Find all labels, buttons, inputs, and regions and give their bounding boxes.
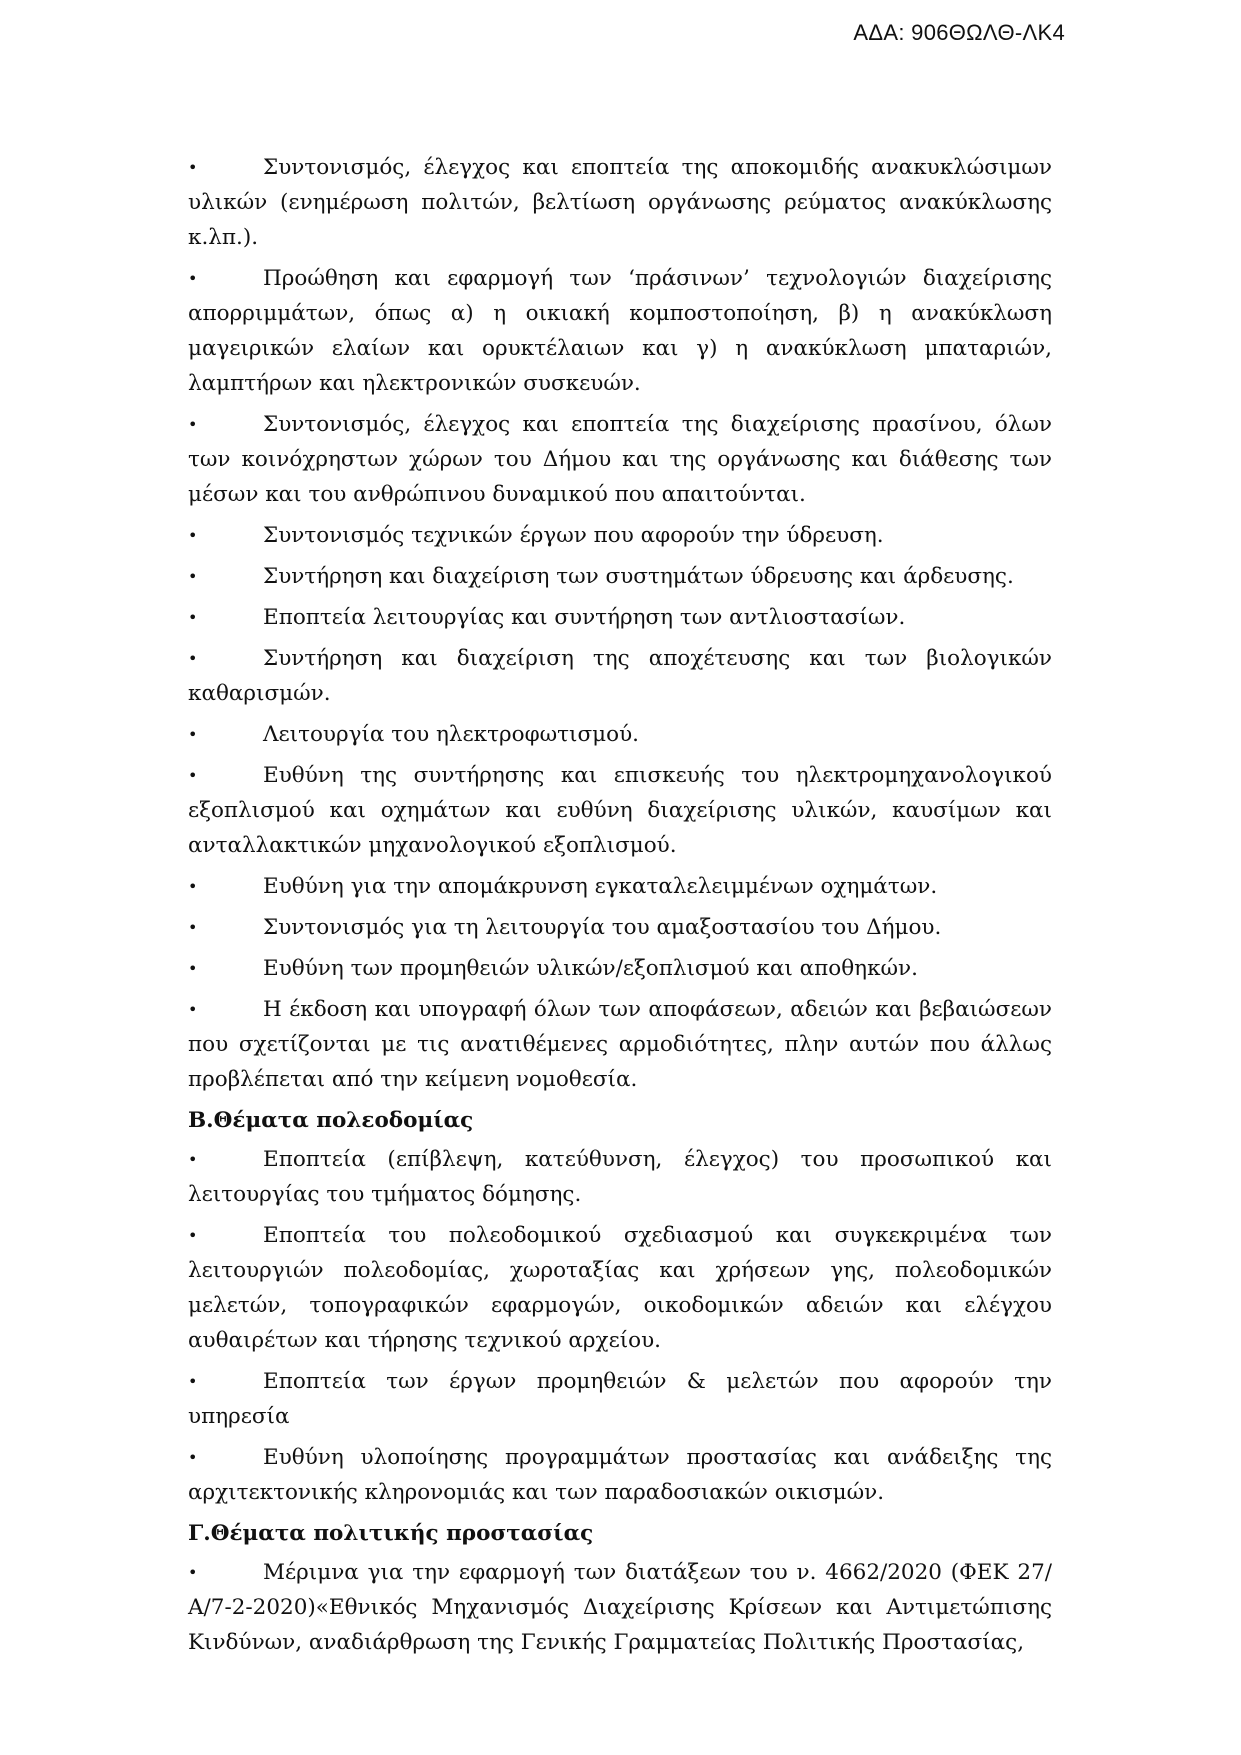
bullet-icon: • (188, 1150, 198, 1169)
bullet-item-text: Εποπτεία (επίβλεψη, κατεύθυνση, έλεγχος) του προσωπικού και λειτουργίας του τμήματος δόμησης. (188, 1147, 1052, 1207)
bullet-icon: • (188, 269, 198, 288)
bullet-item-text: Εποπτεία λειτουργίας και συντήρηση των αντλιοστασίων. (263, 605, 906, 630)
bullet-item (188, 600, 1052, 635)
bullet-item-text: Συντονισμός για τη λειτουργία του αμαξοστασίου του Δήμου. (263, 915, 942, 940)
section-heading: Γ.Θέματα πολιτικής προστασίας (188, 1521, 594, 1546)
bullet-icon: • (188, 567, 198, 586)
bullet-item (188, 869, 1052, 904)
bullet-icon: • (188, 877, 198, 896)
bullet-item-text: Ευθύνη για την απομάκρυνση εγκαταλελειμμένων οχημάτων. (263, 874, 938, 899)
bullet-icon: • (188, 1226, 198, 1245)
bullet-item (188, 150, 1052, 255)
bullet-item-text: Συντήρηση και διαχείριση των συστημάτων ύδρευσης και άρδευσης. (263, 564, 1014, 589)
bullet-item-text: Εποπτεία του πολεοδομικού σχεδιασμού και συγκεκριμένα των λειτουργιών πολεοδομίας, χωροταξίας και χρήσεων γης, πολεοδομικών μελετών, τοπογραφικών εφαρμογών, οικοδομικών αδειών και ελέγχου αυθαιρέτων και τήρησης τεχνικού αρχείου. (188, 1223, 1052, 1353)
bullet-item-text: Ευθύνη της συντήρησης και επισκευής του ηλεκτρομηχανολογικού εξοπλισμού και οχημάτων και ευθύνη διαχείρισης υλικών, καυσίμων και ανταλλακτικών μηχανολογικού εξοπλισμού. (188, 763, 1052, 858)
bullet-item-text: Συντονισμός, έλεγχος και εποπτεία της διαχείρισης πρασίνου, όλων των κοινόχρηστων χώρων του Δήμου και της οργάνωσης και διάθεσης των μέσων και του ανθρώπινου δυναμικού που απαιτούνται. (188, 412, 1052, 507)
bullet-icon: • (188, 766, 198, 785)
bullet-item (188, 559, 1052, 594)
bullet-item-text: Συντονισμός τεχνικών έργων που αφορούν την ύδρευση. (263, 523, 884, 548)
bullet-icon: • (188, 725, 198, 744)
bullet-icon: • (188, 649, 198, 668)
bullet-icon: • (188, 959, 198, 978)
ada-header: ΑΔΑ: 906ΘΩΛΘ-ΛΚ4 (853, 20, 1065, 45)
bullet-icon: • (188, 1372, 198, 1391)
bullet-item (188, 407, 1052, 512)
bullet-item (188, 518, 1052, 553)
bullet-item-text: Προώθηση και εφαρμογή των ‘πράσινων’ τεχνολογιών διαχείρισης απορριμμάτων, όπως α) η οικιακή κομποστοποίηση, β) η ανακύκλωση μαγειρικών ελαίων και ορυκτέλαιων και γ) η ανακύκλωση μπαταριών, λαμπτήρων και ηλεκτρονικών συσκευών. (188, 266, 1052, 396)
bullet-icon: • (188, 1448, 198, 1467)
bullet-item-text: Μέριμνα για την εφαρμογή των διατάξεων του ν. 4662/2020 (ΦΕΚ 27/Α/7-2-2020)«Εθνικός Μηχανισμός Διαχείρισης Κρίσεων και Αντιμετώπισης Κινδύνων, αναδιάρθρωση της Γενικής Γραμματείας Πολιτικής Προστασίας, (188, 1560, 1052, 1655)
bullet-item (188, 1555, 1052, 1660)
bullet-item (188, 1142, 1052, 1212)
bullet-item-text: Συντονισμός, έλεγχος και εποπτεία της αποκομιδής ανακυκλώσιμων υλικών (ενημέρωση πολιτών, βελτίωση οργάνωσης ρεύματος ανακύκλωσης κ.λπ.). (188, 155, 1052, 250)
bullet-icon: • (188, 608, 198, 627)
bullet-item-text: Συντήρηση και διαχείριση της αποχέτευσης και των βιολογικών καθαρισμών. (188, 646, 1052, 706)
bullet-item (188, 1218, 1052, 1358)
bullet-item-text: Εποπτεία των έργων προμηθειών & μελετών που αφορούν την υπηρεσία (188, 1369, 1052, 1429)
bullet-item-text: Ευθύνη των προμηθειών υλικών/εξοπλισμού και αποθηκών. (263, 956, 918, 981)
bullet-item (188, 261, 1052, 401)
bullet-icon: • (188, 415, 198, 434)
bullet-icon: • (188, 918, 198, 937)
bullet-item (188, 758, 1052, 863)
bullet-item-text: Ευθύνη υλοποίησης προγραμμάτων προστασίας και ανάδειξης της αρχιτεκτονικής κληρονομιάς και των παραδοσιακών οικισμών. (188, 1445, 1052, 1505)
bullet-item-text: Η έκδοση και υπογραφή όλων των αποφάσεων, αδειών και βεβαιώσεων που σχετίζονται με τις ανατιθέμενες αρμοδιότητες, πλην αυτών που άλλως προβλέπεται από την κείμενη νομοθεσία. (188, 997, 1052, 1092)
bullet-item (188, 1364, 1052, 1434)
bullet-icon: • (188, 526, 198, 545)
section-heading: Β.Θέματα πολεοδομίας (188, 1108, 474, 1133)
bullet-item-text: Λειτουργία του ηλεκτροφωτισμού. (263, 722, 639, 747)
bullet-item (188, 717, 1052, 752)
bullet-icon: • (188, 1000, 198, 1019)
bullet-icon: • (188, 1563, 198, 1582)
bullet-item (188, 641, 1052, 711)
bullet-item (188, 910, 1052, 945)
bullet-item (188, 992, 1052, 1097)
bullet-item (188, 1440, 1052, 1510)
document-body (188, 150, 1052, 1666)
bullet-icon: • (188, 158, 198, 177)
bullet-item (188, 951, 1052, 986)
